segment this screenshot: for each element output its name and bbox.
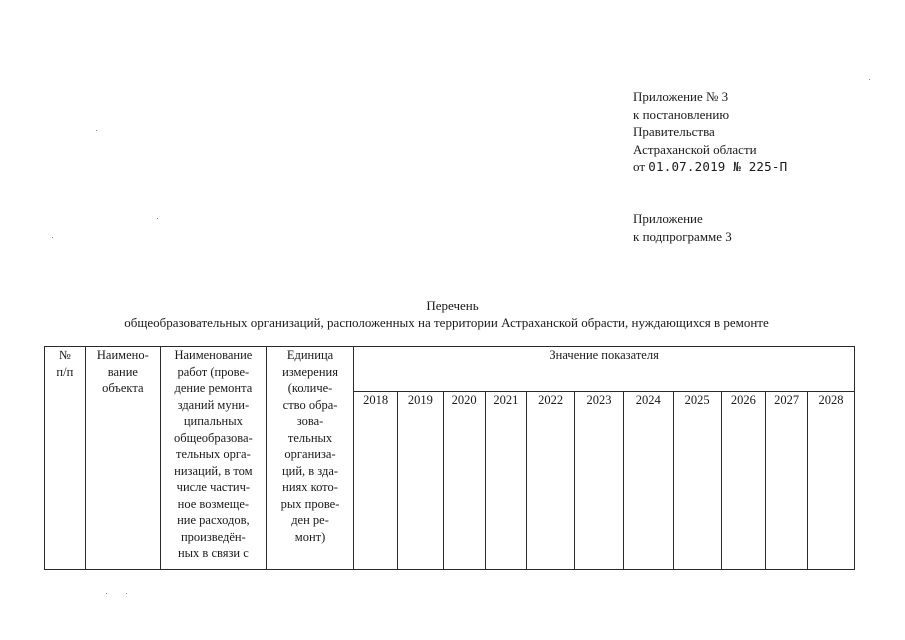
decree-date-number: 01.07.2019 № 225-П (648, 159, 788, 174)
year-header: 2019 (398, 392, 444, 570)
scan-speck (106, 593, 107, 594)
scan-speck (869, 79, 870, 80)
year-header: 2021 (485, 392, 527, 570)
scan-speck (52, 237, 53, 238)
year-header: 2022 (527, 392, 575, 570)
year-header: 2026 (721, 392, 766, 570)
date-prefix: от (633, 159, 646, 174)
appendix-main-block (633, 88, 787, 176)
appendix-main-line: Астраханской области (633, 141, 757, 157)
year-header: 2028 (807, 392, 854, 570)
scan-speck (126, 593, 127, 594)
appendix-main-line: Правительства (633, 124, 715, 139)
appendix-main-date-line (633, 158, 787, 176)
scan-speck (96, 130, 97, 131)
year-header: 2024 (623, 392, 673, 570)
appendix-sub-block (633, 210, 732, 245)
header-works-name: Наименование работ (прове- дение ремонта зданий муни- ципальных общеобразова- тельных орга- низаций, в том числе частич- ное возмеще- ние расходов, произведён- ных в связи с (160, 347, 266, 570)
appendix-sub-line: Приложение (633, 211, 703, 226)
header-number: № п/п (45, 347, 86, 570)
header-unit: Единица измерения (количе- ство обра- зова- тельных организа- ций, в зда- ниях кото- рых прове- ден ре- монт) (266, 347, 354, 570)
year-header: 2020 (443, 392, 485, 570)
document-title (0, 297, 905, 331)
title-subheading: общеобразовательных организаций, расположенных на территории Астраханской обрасти, нуждающихся в ремонте (124, 315, 769, 330)
title-heading: Перечень (426, 298, 479, 313)
header-indicator-value: Значение показателя (354, 347, 855, 392)
organizations-table (44, 346, 855, 570)
scan-speck (157, 218, 158, 219)
year-header: 2018 (354, 392, 398, 570)
appendix-sub-line: к подпрограмме 3 (633, 228, 732, 244)
year-header: 2027 (766, 392, 808, 570)
appendix-main-line: Приложение № 3 (633, 89, 729, 104)
year-header: 2025 (673, 392, 721, 570)
header-object-name: Наимено- вание объекта (85, 347, 160, 570)
appendix-main-line: к постановлению (633, 106, 730, 122)
year-header: 2023 (575, 392, 624, 570)
